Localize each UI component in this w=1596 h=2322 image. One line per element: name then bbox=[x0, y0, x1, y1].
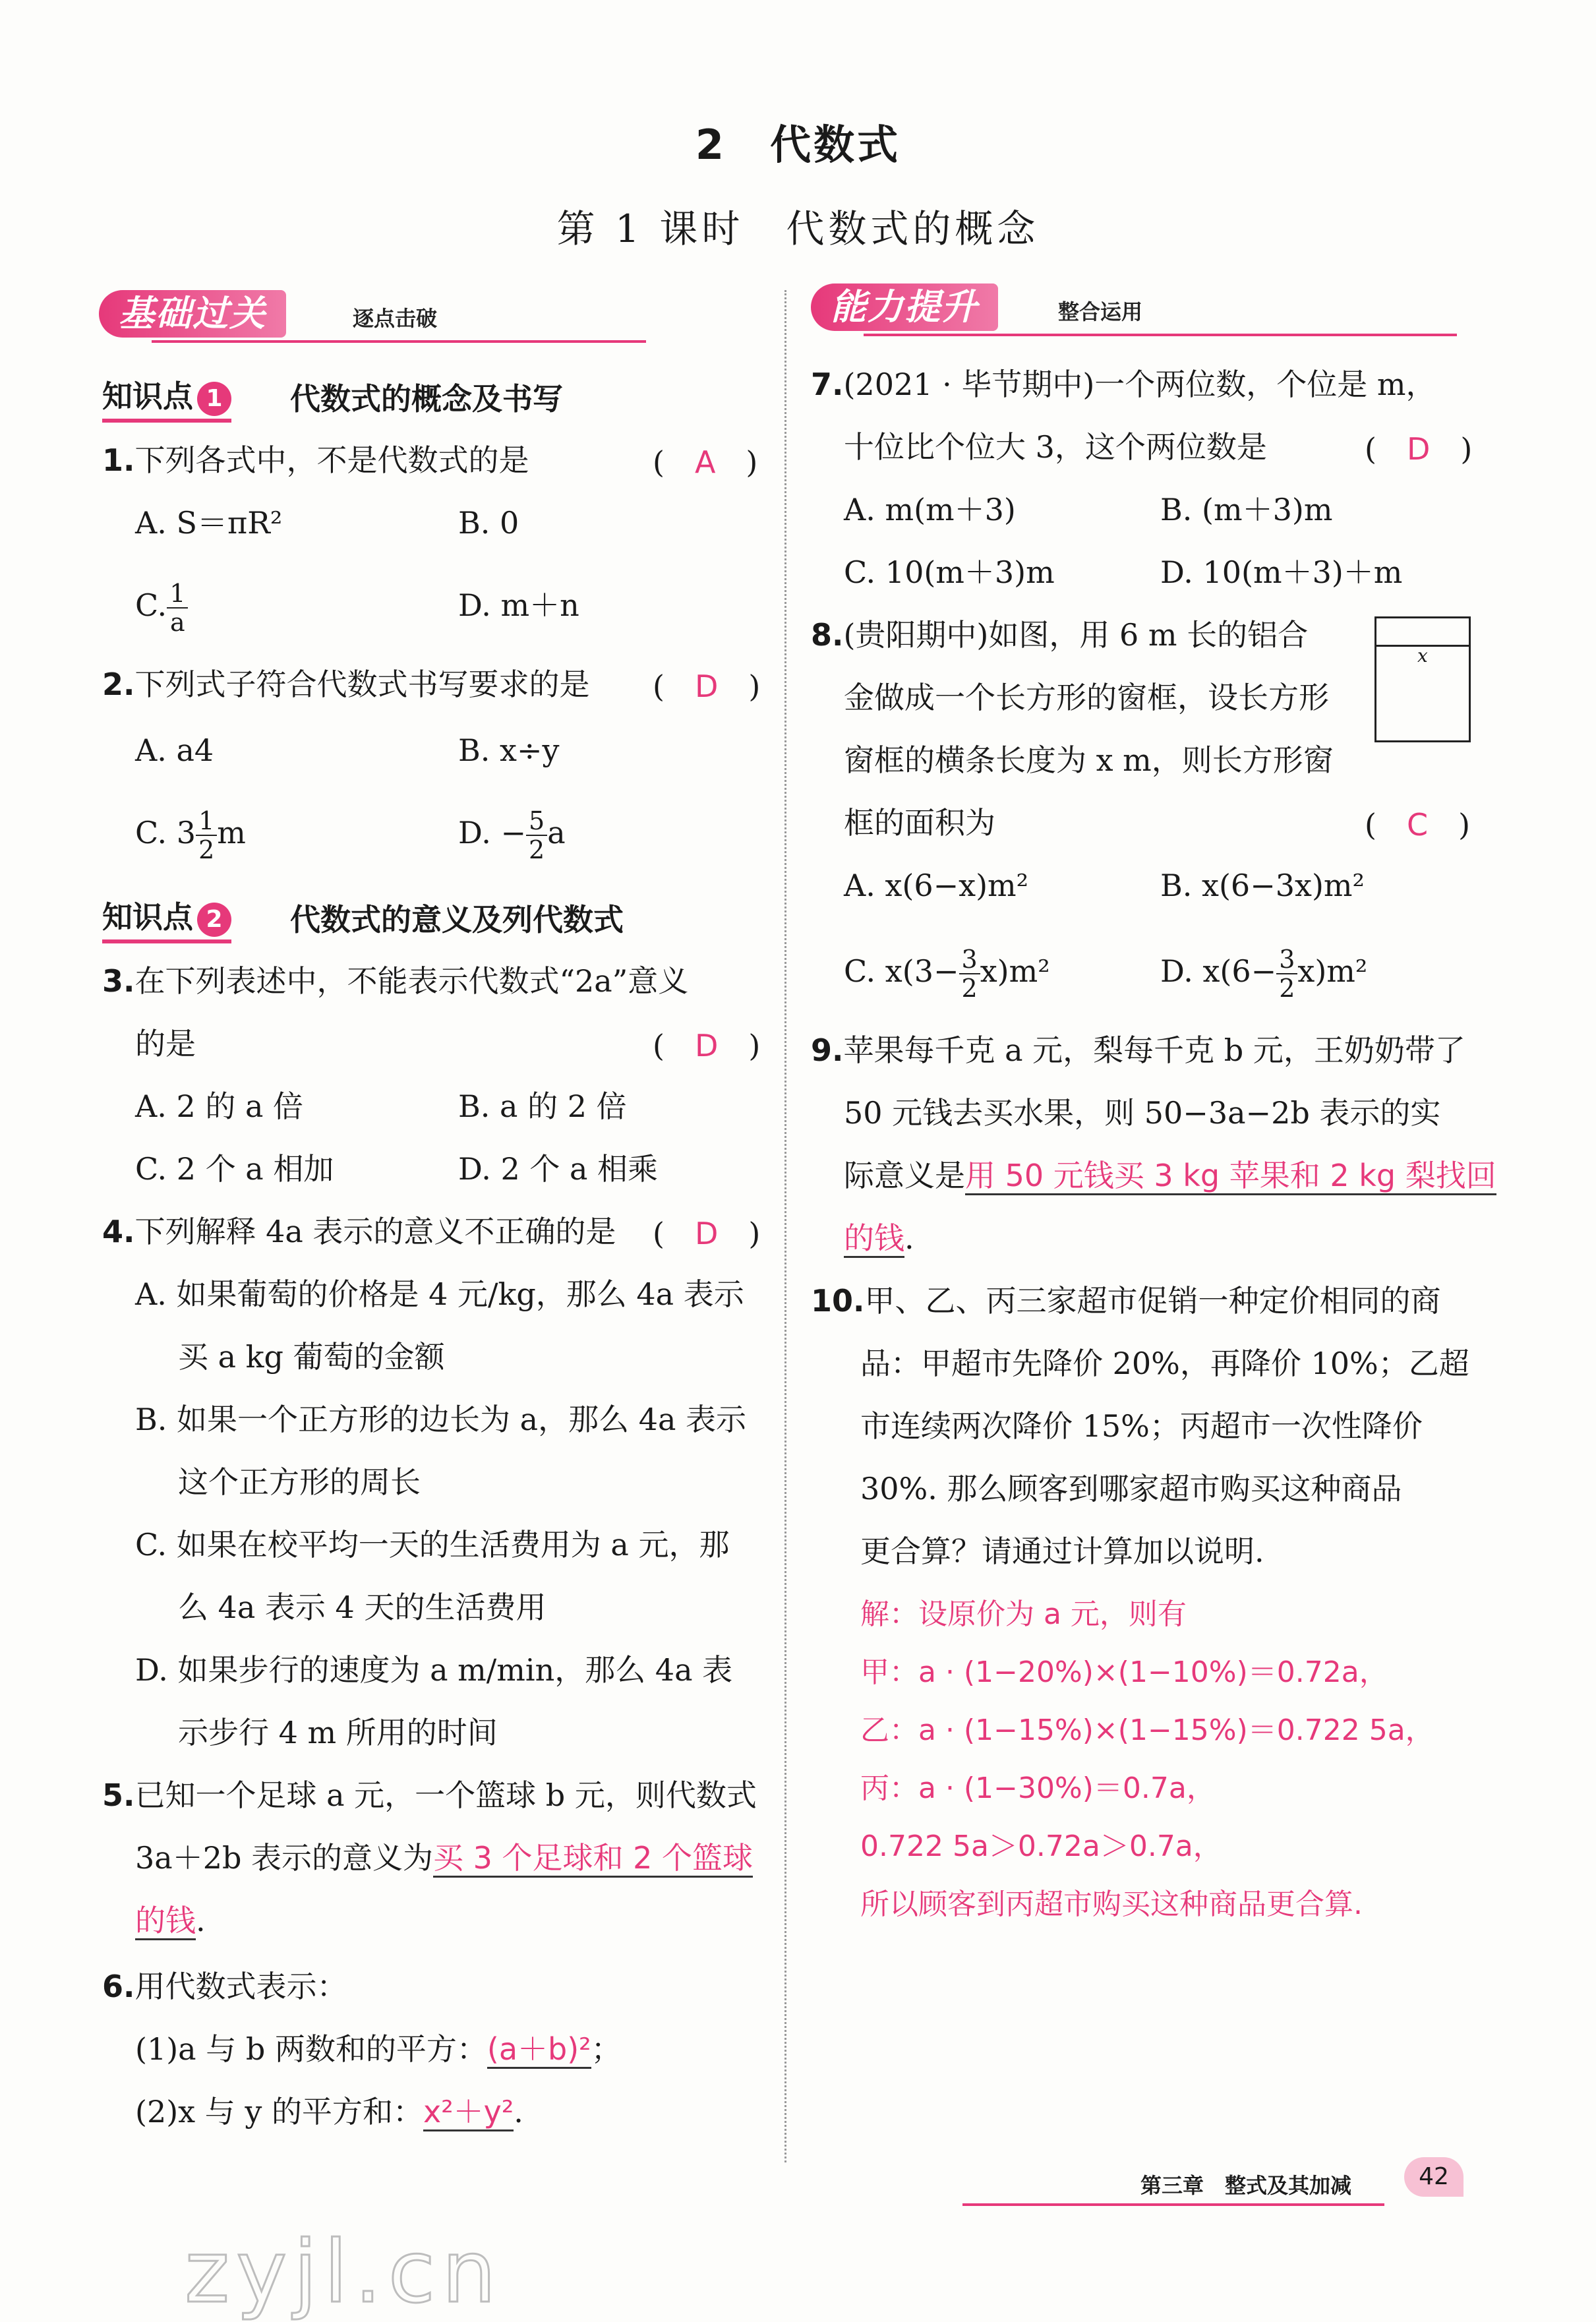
q2-option-a: A. a4 bbox=[135, 732, 214, 768]
question-2: 2.下列式子符合代数式书写要求的是 bbox=[102, 667, 590, 702]
q4-option-b-cont: 这个正方形的周长 bbox=[178, 1464, 421, 1500]
question-9-cont: 50 元钱去买水果，则 50−3a−2b 表示的实 bbox=[844, 1095, 1441, 1131]
basic-banner bbox=[99, 290, 646, 342]
q6-part-1-answer: (a＋b)² bbox=[487, 2031, 591, 2069]
question-10-cont3: 30%. 那么顾客到哪家超市购买这种商品 bbox=[860, 1471, 1402, 1506]
q6-part-2-answer: x²＋y² bbox=[423, 2094, 514, 2131]
q1-answer: ( A ) bbox=[653, 444, 758, 480]
footer-line bbox=[962, 2203, 1384, 2206]
q8-option-c: C. x(3− $\frac{3}{2}$ x)m² bbox=[844, 945, 1050, 1003]
q7-option-a: A. m(m＋3) bbox=[844, 492, 1016, 527]
knowledge-point-1: 知识点 1 代数式的概念及书写 bbox=[102, 372, 728, 419]
question-1: 1.下列各式中，不是代数式的是 bbox=[102, 442, 529, 478]
q5-answer-cont: 的钱 bbox=[135, 1903, 196, 1940]
q4-option-d: D. 如果步行的速度为 a m/min，那么 4a 表 bbox=[135, 1652, 733, 1688]
page-number: 42 bbox=[1404, 2157, 1463, 2197]
q1-option-c: C. $\frac{1}{a}$ bbox=[135, 574, 188, 637]
advanced-banner-label: 能力提升 bbox=[811, 283, 998, 331]
watermark: zyjl.cn bbox=[185, 2222, 503, 2322]
q4-option-a: A. 如果葡萄的价格是 4 元/kg，那么 4a 表示 bbox=[135, 1276, 744, 1312]
question-10-cont2: 市连续两次降价 15%；丙超市一次性降价 bbox=[860, 1408, 1423, 1444]
q4-answer: ( D ) bbox=[653, 1216, 761, 1251]
knowledge-point-2: 知识点 2 代数式的意义及列代数式 bbox=[102, 893, 728, 939]
question-9-cont2: 际意义是用 50 元钱买 3 kg 苹果和 2 kg 梨找回 bbox=[844, 1144, 1496, 1207]
q1-option-a: A. S＝πR² bbox=[135, 505, 283, 541]
question-8: 8.(贵阳期中)如图，用 6 m 长的铝合 bbox=[811, 617, 1309, 653]
question-6: 6.用代数式表示： bbox=[102, 1969, 347, 2004]
figure-label-x: x bbox=[1417, 645, 1428, 667]
q9-answer-cont: 的钱 bbox=[844, 1220, 904, 1258]
question-5-cont2: 的钱. bbox=[135, 1889, 206, 1952]
lesson-title: 第 1 课时 代数式的概念 bbox=[556, 206, 1040, 251]
q9-answer: 用 50 元钱买 3 kg 苹果和 2 kg 梨找回 bbox=[965, 1158, 1496, 1195]
q3-option-d: D. 2 个 a 相乘 bbox=[458, 1151, 659, 1187]
question-8-cont3: 框的面积为 bbox=[844, 805, 995, 841]
basic-banner-tag: 逐点击破 bbox=[353, 306, 438, 331]
kp1-number: 1 bbox=[197, 382, 231, 416]
q3-option-c: C. 2 个 a 相加 bbox=[135, 1151, 334, 1187]
q10-solution-line-5: 0.722 5a＞0.72a＞0.7a， bbox=[860, 1830, 1222, 1863]
question-5: 5.已知一个足球 a 元，一个篮球 b 元，则代数式 bbox=[102, 1777, 757, 1813]
q1-option-d: D. m＋n bbox=[458, 587, 579, 623]
question-9-cont3: 的钱. bbox=[844, 1206, 914, 1270]
q5-answer: 买 3 个足球和 2 个篮球 bbox=[433, 1840, 753, 1878]
question-5-cont: 3a＋2b 表示的意义为买 3 个足球和 2 个篮球 bbox=[135, 1826, 753, 1890]
q10-solution-line-3: 乙：a · (1−15%)×(1−15%)＝0.722 5a， bbox=[860, 1713, 1434, 1747]
kp1-name: 代数式的概念及书写 bbox=[290, 381, 563, 417]
question-3: 3.在下列表述中，不能表示代数式“2a”意义 bbox=[102, 963, 689, 999]
kp2-name: 代数式的意义及列代数式 bbox=[290, 902, 624, 938]
q8-option-b: B. x(6−3x)m² bbox=[1160, 868, 1365, 903]
question-3-cont: 的是 bbox=[135, 1026, 196, 1061]
q10-solution-line-4: 丙：a · (1−30%)＝0.7a， bbox=[860, 1771, 1216, 1805]
column-divider bbox=[784, 290, 786, 2162]
advanced-banner-tag: 整合运用 bbox=[1058, 299, 1143, 324]
q4-option-d-cont: 示步行 4 m 所用的时间 bbox=[178, 1715, 498, 1750]
q10-solution-line-1: 解：设原价为 a 元，则有 bbox=[860, 1597, 1187, 1631]
q2-answer: ( D ) bbox=[653, 669, 761, 704]
q8-answer: ( C ) bbox=[1365, 807, 1471, 843]
q4-option-c-cont: 么 4a 表示 4 天的生活费用 bbox=[178, 1590, 547, 1625]
q2-option-d: D. − $\frac{5}{2}$ a bbox=[458, 806, 566, 864]
q1-option-b: B. 0 bbox=[458, 505, 519, 541]
q6-part-2: (2)x 与 y 的平方和：x²＋y². bbox=[135, 2080, 523, 2143]
q7-option-c: C. 10(m＋3)m bbox=[844, 554, 1055, 590]
q8-option-d: D. x(6− $\frac{3}{2}$ x)m² bbox=[1160, 945, 1368, 1003]
q10-solution-line-2: 甲：a · (1−20%)×(1−10%)＝0.72a， bbox=[860, 1655, 1388, 1689]
q7-option-d: D. 10(m＋3)＋m bbox=[1160, 554, 1403, 590]
q6-part-1: (1)a 与 b 两数和的平方：(a＋b)²； bbox=[135, 2017, 622, 2081]
question-4: 4.下列解释 4a 表示的意义不正确的是 bbox=[102, 1214, 616, 1249]
question-9: 9.苹果每千克 a 元，梨每千克 b 元，王奶奶带了 bbox=[811, 1032, 1465, 1068]
q3-option-b: B. a 的 2 倍 bbox=[458, 1088, 627, 1124]
question-10-cont: 品：甲超市先降价 20%，再降价 10%；乙超 bbox=[860, 1346, 1469, 1381]
basic-banner-label: 基础过关 bbox=[99, 290, 286, 338]
advanced-banner bbox=[811, 283, 1470, 335]
q2-option-c: C. 3 $\frac{1}{2}$ m bbox=[135, 806, 246, 864]
q4-option-a-cont: 买 a kg 葡萄的金额 bbox=[178, 1339, 445, 1375]
question-10-cont4: 更合算？请通过计算加以说明. bbox=[860, 1533, 1264, 1569]
q7-option-b: B. (m＋3)m bbox=[1160, 492, 1333, 527]
question-8-cont: 金做成一个长方形的窗框，设长方形 bbox=[844, 680, 1329, 715]
q4-option-b: B. 如果一个正方形的边长为 a，那么 4a 表示 bbox=[135, 1402, 747, 1437]
question-7-cont: 十位比个位大 3，这个两位数是 bbox=[844, 429, 1267, 465]
q8-option-a: A. x(6−x)m² bbox=[844, 868, 1029, 903]
question-8-cont2: 窗框的横条长度为 x m，则长方形窗 bbox=[844, 742, 1334, 778]
section-title: 2 代数式 bbox=[695, 121, 901, 169]
q3-option-a: A. 2 的 a 倍 bbox=[135, 1088, 304, 1124]
window-frame-figure bbox=[1374, 616, 1471, 742]
question-7: 7.(2021 · 毕节期中)一个两位数，个位是 m， bbox=[811, 367, 1436, 402]
q10-solution-line-6: 所以顾客到丙超市购买这种商品更合算. bbox=[860, 1888, 1363, 1921]
q4-option-c: C. 如果在校平均一天的生活费用为 a 元，那 bbox=[135, 1527, 730, 1563]
kp2-number: 2 bbox=[197, 903, 231, 937]
q3-answer: ( D ) bbox=[653, 1028, 761, 1063]
q7-answer: ( D ) bbox=[1365, 431, 1473, 467]
question-10: 10.甲、乙、丙三家超市促销一种定价相同的商 bbox=[811, 1283, 1441, 1319]
q2-option-b: B. x÷y bbox=[458, 732, 560, 768]
footer-chapter: 第三章 整式及其加减 bbox=[1140, 2173, 1352, 2198]
